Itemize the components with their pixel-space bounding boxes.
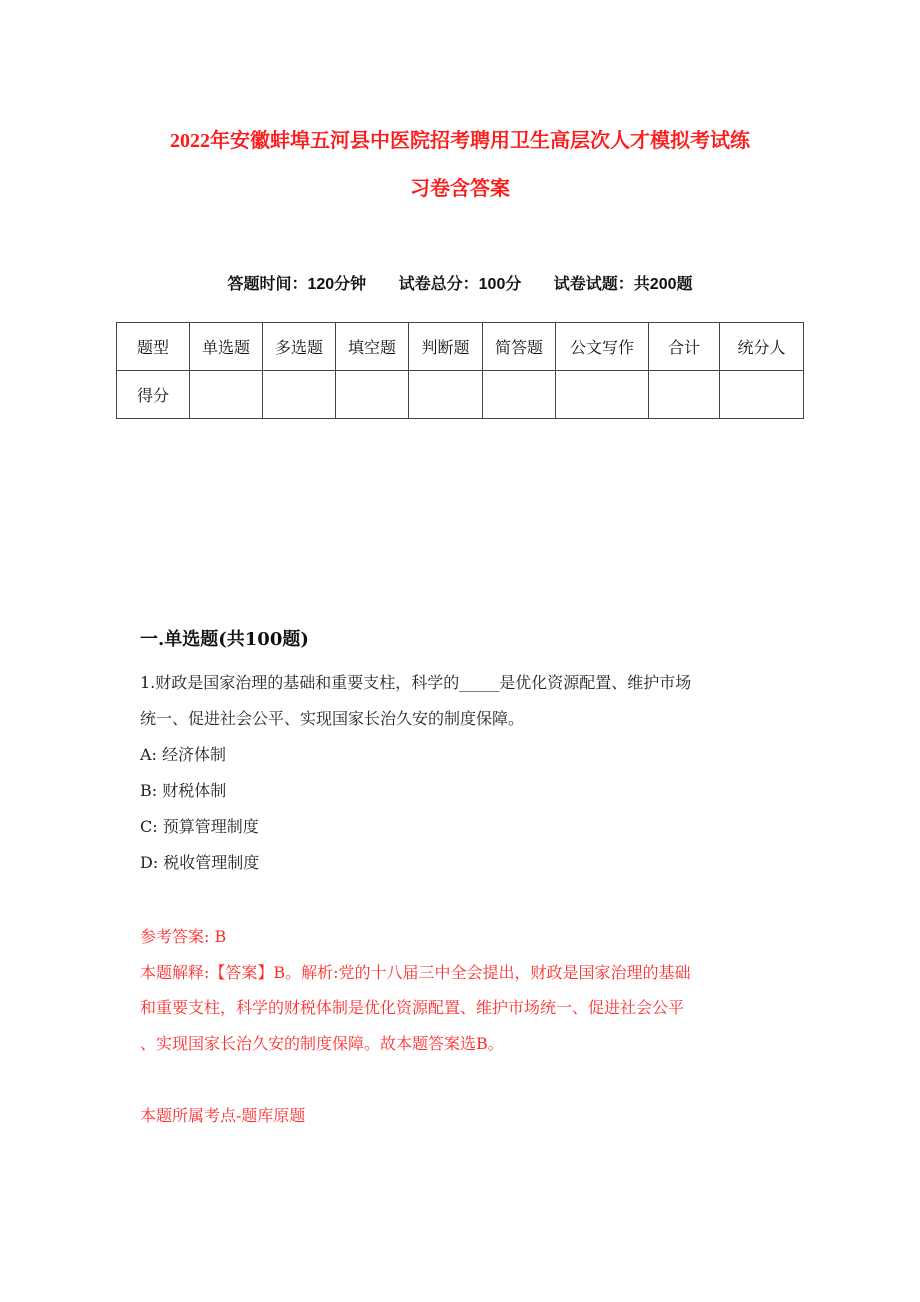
- exam-total-questions: 试卷试题：共200题: [553, 276, 693, 293]
- exam-meta: [0, 271, 920, 294]
- option-c: C: 预算管理制度: [140, 817, 259, 836]
- header-cell: 填空题: [336, 323, 409, 371]
- header-cell: 统分人: [720, 323, 804, 371]
- score-table-row: [117, 371, 804, 419]
- header-cell: 多选题: [263, 323, 336, 371]
- explanation-line-3: 、实现国家长治久安的制度保障。故本题答案选B。: [140, 1034, 504, 1053]
- explanation-line-1: 本题解释:【答案】B。解析:党的十八届三中全会提出，财政是国家治理的基础: [140, 963, 691, 982]
- document-title-line-2: 习卷含答案: [410, 178, 510, 200]
- header-cell: 单选题: [190, 323, 263, 371]
- header-cell: 简答题: [483, 323, 556, 371]
- question-stem-line-2: 统一、促进社会公平、实现国家长治久安的制度保障。: [140, 709, 525, 728]
- score-cell: [263, 371, 336, 419]
- score-cell: [190, 371, 263, 419]
- document-title-line-1: 2022年安徽蚌埠五河县中医院招考聘用卫生高层次人才模拟考试练: [170, 130, 750, 152]
- score-table-header-row: [117, 323, 804, 371]
- header-cell: 题型: [117, 323, 190, 371]
- exam-time: 答题时间：120分钟: [227, 276, 367, 293]
- score-cell: [556, 371, 649, 419]
- score-cell: [649, 371, 720, 419]
- explanation-line-2: 和重要支柱，科学的财税体制是优化资源配置、维护市场统一、促进社会公平: [140, 998, 685, 1017]
- score-cell: [336, 371, 409, 419]
- header-cell: 合计: [649, 323, 720, 371]
- option-a: A: 经济体制: [140, 745, 227, 764]
- question-source: 本题所属考点-题库原题: [140, 1106, 306, 1125]
- exam-total-score: 试卷总分：100分: [398, 276, 522, 293]
- header-cell: 判断题: [409, 323, 483, 371]
- section-heading: 一.单选题(共100题): [140, 629, 309, 650]
- score-cell: [720, 371, 804, 419]
- option-d: D: 税收管理制度: [140, 853, 260, 872]
- reference-answer: 参考答案: B: [140, 927, 227, 946]
- score-table: [116, 322, 804, 419]
- score-cell: [483, 371, 556, 419]
- header-cell: 公文写作: [556, 323, 649, 371]
- option-b: B: 财税体制: [140, 781, 227, 800]
- row-label-cell: 得分: [117, 371, 190, 419]
- question-stem-line-1: 1.财政是国家治理的基础和重要支柱，科学的_____是优化资源配置、维护市场: [140, 673, 692, 692]
- score-cell: [409, 371, 483, 419]
